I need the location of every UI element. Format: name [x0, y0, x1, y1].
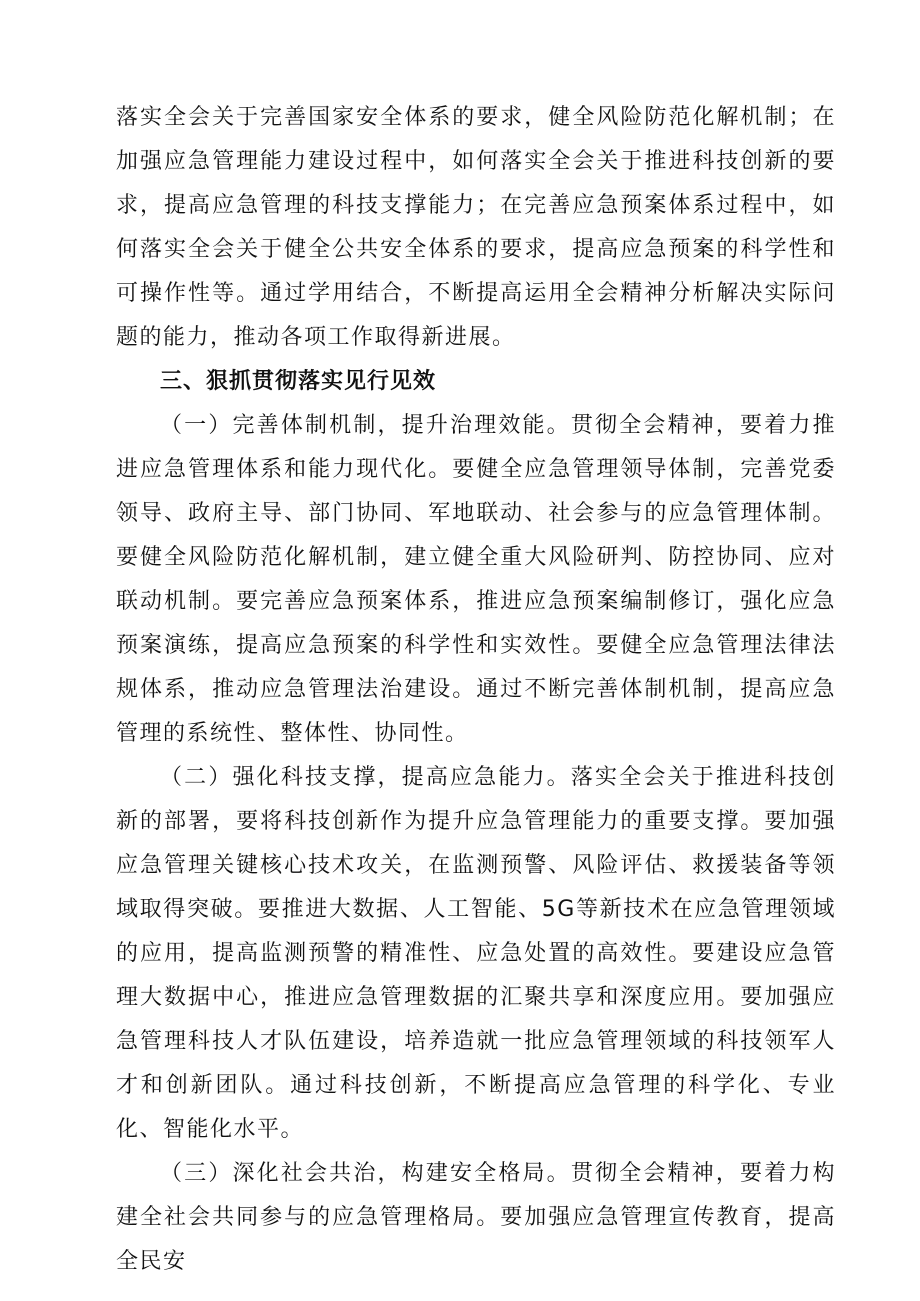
document-body [116, 96, 836, 1284]
paragraph-social-governance: （三）深化社会共治，构建安全格局。贯彻全会精神，要着力构建全社会共同参与的应急管理格局。要加强应急管理宣传教育，提高全民安 [116, 1161, 836, 1274]
section-heading: 三、狠抓贯彻落实见行见效 [160, 369, 437, 394]
paragraph-improve-system: （一）完善体制机制，提升治理效能。贯彻全会精神，要着力推进应急管理体系和能力现代化。要健全应急管理领导体制，完善党委领导、政府主导、部门协同、军地联动、社会参与的应急管理体制。要健全风险防范化解机制，建立健全重大风险研判、防控协同、应对联动机制。要完善应急预案体系，推进应急预案编制修订，强化应急预案演练，提高应急预案的科学性和实效性。要健全应急管理法律法规体系，推动应急管理法治建设。通过不断完善体制机制，提高应急管理的系统性、整体性、协同性。 [116, 413, 836, 746]
paragraph-strengthen-technology: （二）强化科技支撑，提高应急能力。落实全会关于推进科技创新的部署，要将科技创新作为提升应急管理能力的重要支撑。要加强应急管理关键核心技术攻关，在监测预警、风险评估、救援装备等领域取得突破。要推进大数据、人工智能、5G等新技术在应急管理领域的应用，提高监测预警的精准性、应急处置的高效性。要建设应急管理大数据中心，推进应急管理数据的汇聚共享和深度应用。要加强应急管理科技人才队伍建设，培养造就一批应急管理领域的科技领军人才和创新团队。通过科技创新，不断提高应急管理的科学化、专业化、智能化水平。 [116, 765, 836, 1142]
paragraph-continuation: 落实全会关于完善国家安全体系的要求，健全风险防范化解机制；在加强应急管理能力建设过程中，如何落实全会关于推进科技创新的要求，提高应急管理的科技支撑能力；在完善应急预案体系过程中，如何落实全会关于健全公共安全体系的要求，提高应急预案的科学性和可操作性等。通过学用结合，不断提高运用全会精神分析解决实际问题的能力，推动各项工作取得新进展。 [116, 105, 836, 350]
